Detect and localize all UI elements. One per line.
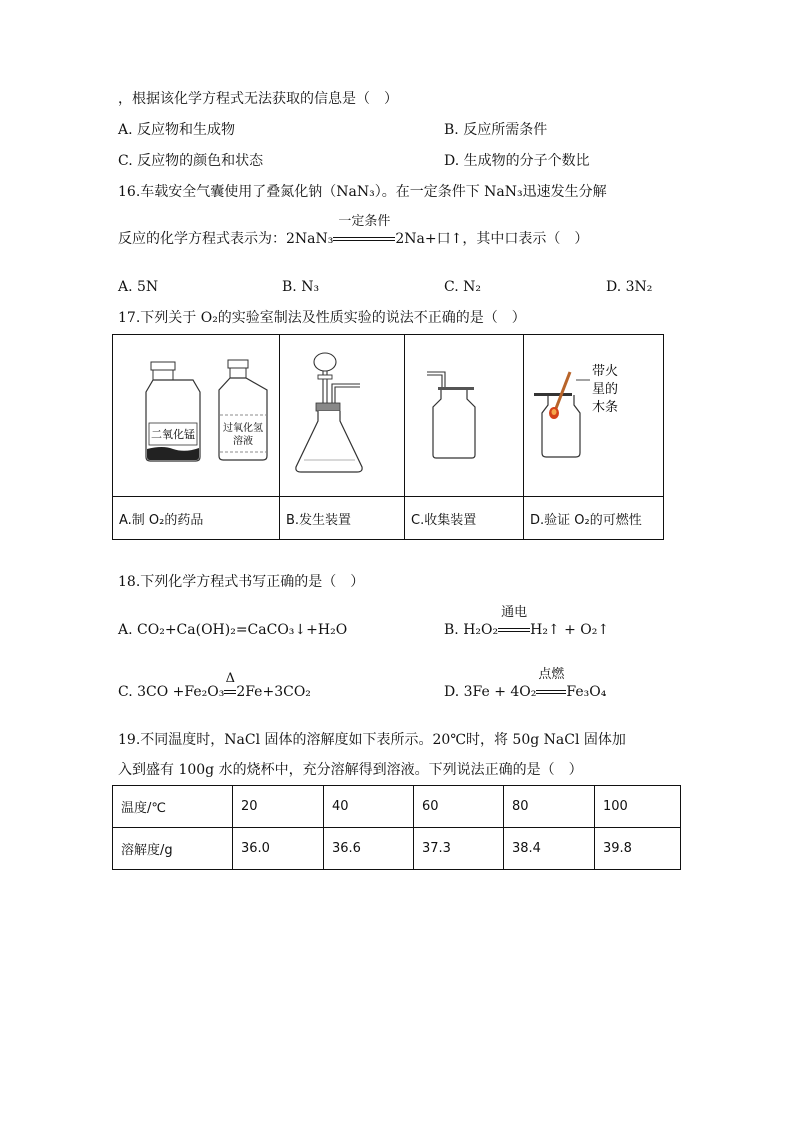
q17-cell-c-figure [405, 335, 524, 497]
table-row [113, 828, 681, 870]
q16-option-d: D. 3N₂ [606, 279, 653, 295]
table-cell: 39.8 [595, 828, 681, 870]
q16-condition: 一定条件 [338, 214, 391, 229]
hydrogen-peroxide-bottle [219, 360, 267, 460]
table-cell: 80 [504, 786, 595, 828]
solubility-table [112, 785, 681, 870]
q16-option-b: B. N₃ [282, 279, 320, 295]
q18-option-c [118, 671, 311, 700]
q17-cell-d-figure [524, 335, 664, 497]
gas-collection-bottle-illustration [405, 335, 523, 492]
q17-caption-d: D.验证 O₂的可燃性 [524, 497, 664, 540]
q15-stem: ，根据该化学方程式无法获取的信息是（ ） [118, 91, 398, 107]
q16-equation-right: 2Na+口↑，其中口表示（ ） [395, 231, 589, 247]
q17-caption-c: C.收集装置 [405, 497, 524, 540]
bottle2-label-line2: 溶液 [233, 436, 253, 447]
bottle2-label-line1: 过氧化氢 [223, 423, 263, 434]
gas-generator-apparatus-illustration [280, 335, 404, 492]
q18-b-condition-arrow [498, 605, 530, 637]
table-cell: 20 [233, 786, 324, 828]
q17-cell-a-figure [113, 335, 280, 497]
table-cell: 38.4 [504, 828, 595, 870]
q16-equation-left: 反应的化学方程式表示为：2NaN₃ [118, 231, 334, 247]
q17-caption-a: A.制 O₂的药品 [113, 497, 280, 540]
q16-line1: 16.车载安全气囊使用了叠氮化钠（NaN₃）。在一定条件下 NaN₃迅速发生分解 [118, 184, 607, 200]
q18-option-d [444, 667, 607, 700]
q19-line2: 入到盛有 100g 水的烧杯中，充分溶解得到溶液。下列说法正确的是（ ） [118, 762, 583, 778]
q18-c-condition: Δ [225, 671, 236, 686]
q18-option-b [444, 605, 610, 638]
table-cell: 36.6 [324, 828, 414, 870]
q18-c-condition-arrow [224, 671, 236, 699]
reagent-bottles-illustration [113, 335, 279, 492]
table-cell: 60 [414, 786, 504, 828]
table-cell: 100 [595, 786, 681, 828]
q18-stem: 18.下列化学方程式书写正确的是（ ） [118, 574, 365, 590]
q18-d-condition-arrow [536, 667, 566, 699]
q18-option-a: A. CO₂+Ca(OH)₂=CaCO₃↓+H₂O [118, 622, 348, 638]
splint-label-line3: 木条 [592, 400, 619, 415]
q17-figure-table [112, 334, 664, 540]
table-cell: 37.3 [414, 828, 504, 870]
q16-line2 [118, 214, 589, 247]
q18-b-right: H₂↑ + O₂↑ [530, 622, 610, 638]
q18-b-condition: 通电 [501, 605, 528, 620]
q15-option-d: D. 生成物的分子个数比 [444, 153, 590, 169]
q17-caption-b: B.发生装置 [280, 497, 405, 540]
q18-b-left: B. H₂O₂ [444, 622, 499, 638]
table-row [113, 786, 681, 828]
splint-label-line1: 带火 [592, 364, 619, 379]
q15-option-c: C. 反应物的颜色和状态 [118, 153, 264, 169]
q18-c-left: C. 3CO +Fe₂O₃ [118, 684, 225, 700]
table-cell: 36.0 [233, 828, 324, 870]
q18-d-right: Fe₃O₄ [566, 684, 607, 700]
splint-label-line2: 星的 [592, 382, 619, 397]
table-header-cell: 温度/℃ [113, 786, 233, 828]
table-header-cell: 溶解度/g [113, 828, 233, 870]
q16-condition-arrow [333, 214, 395, 246]
q18-d-left: D. 3Fe + 4O₂ [444, 684, 537, 700]
glowing-splint-test-illustration [524, 335, 663, 492]
q16-option-c: C. N₂ [444, 279, 481, 295]
table-cell: 40 [324, 786, 414, 828]
q18-d-condition: 点燃 [538, 667, 565, 682]
q18-c-right: 2Fe+3CO₂ [236, 684, 311, 700]
q16-option-a: A. 5N [118, 279, 159, 295]
q17-cell-b-figure [280, 335, 405, 497]
bottle1-label: 二氧化锰 [151, 428, 195, 441]
q17-stem: 17.下列关于 O₂的实验室制法及性质实验的说法不正确的是（ ） [118, 310, 526, 326]
q15-option-b: B. 反应所需条件 [444, 122, 548, 138]
q15-option-a: A. 反应物和生成物 [118, 122, 236, 138]
manganese-dioxide-bottle [146, 362, 200, 461]
q19-line1: 19.不同温度时，NaCl 固体的溶解度如下表所示。20℃时，将 50g NaCl 固体加 [118, 732, 626, 748]
